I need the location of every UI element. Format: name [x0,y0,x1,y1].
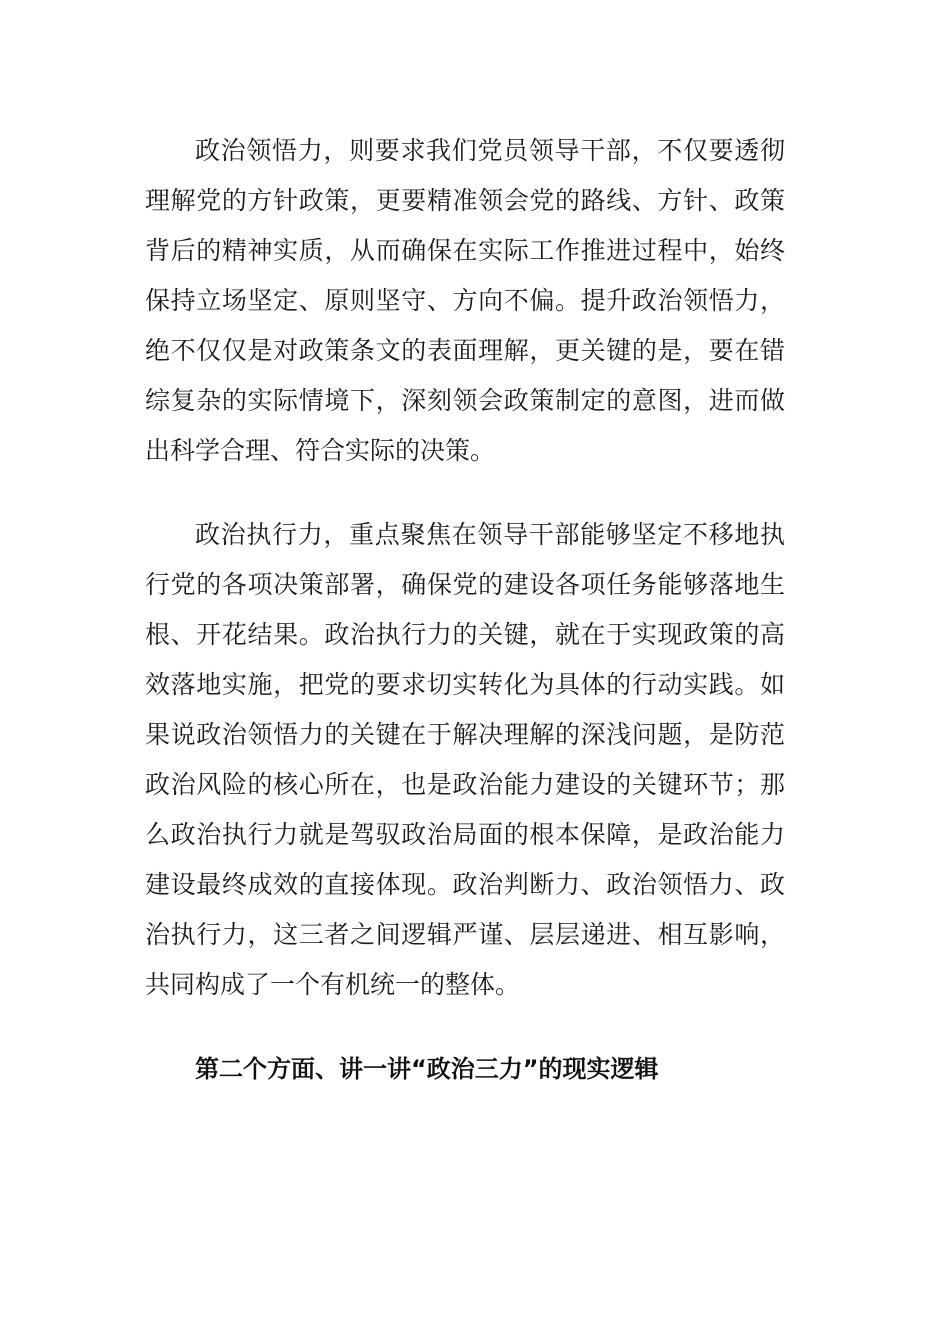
paragraph-line: 治执行力，这三者之间逻辑严谨、层层递进、相互影响， [145,920,785,949]
paragraph-line: 出科学合理、符合实际的决策。 [145,436,496,465]
paragraph-line: 保持立场坚定、原则坚守、方向不偏。提升政治领悟力， [145,286,785,315]
paragraph-line: 建设最终成效的直接体现。政治判断力、政治领悟力、政 [145,870,785,899]
paragraph-line: 背后的精神实质，从而确保在实际工作推进过程中，始终 [145,236,785,265]
paragraph-line: 行党的各项决策部署，确保党的建设各项任务能够落地生 [145,570,785,599]
paragraph-line: 共同构成了一个有机统一的整体。 [145,970,521,999]
paragraph-line: 果说政治领悟力的关键在于解决理解的深浅问题，是防范 [145,720,785,749]
paragraph-line: 政治执行力，重点聚焦在领导干部能够坚定不移地执 [195,520,785,549]
paragraph-line: 政治风险的核心所在，也是政治能力建设的关键环节；那 [145,770,785,799]
paragraph-line: 理解党的方针政策，更要精准领会党的路线、方针、政策 [145,186,785,215]
paragraph-line: 么政治执行力就是驾驭政治局面的根本保障，是政治能力 [145,820,785,849]
paragraph-line: 绝不仅仅是对政策条文的表面理解，更关键的是，要在错 [145,336,785,365]
section-heading: 第二个方面、讲一讲“政治三力”的现实逻辑 [195,1055,659,1083]
paragraph-line: 综复杂的实际情境下，深刻领会政策制定的意图，进而做 [145,386,785,415]
paragraph-line: 根、开花结果。政治执行力的关键，就在于实现政策的高 [145,620,785,649]
paragraph-line: 政治领悟力，则要求我们党员领导干部，不仅要透彻 [195,136,785,165]
paragraph-line: 效落地实施，把党的要求切实转化为具体的行动实践。如 [145,670,785,699]
